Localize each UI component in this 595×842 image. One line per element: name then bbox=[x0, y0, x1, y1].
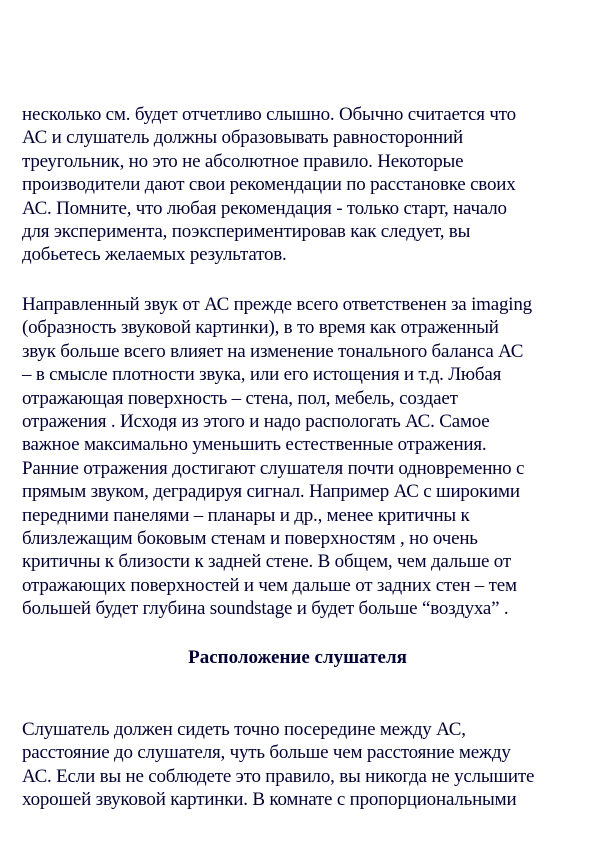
text-line: важное максимально уменьшить естественные отражения. bbox=[22, 434, 487, 456]
text-line: Слушатель должен сидеть точно посередине между АС, bbox=[22, 719, 466, 740]
text-line: отражения . Исходя из этого и надо распологать АС. Самое bbox=[22, 410, 490, 432]
text-line: АС. Помните, что любая рекомендация - только старт, начало bbox=[22, 197, 507, 219]
text-line: звук больше всего влияет на изменение тонального баланса АС bbox=[22, 340, 524, 362]
paragraph-listener-position bbox=[22, 718, 582, 812]
text-line: (образность звуковой картинки), в то время как отраженный bbox=[22, 317, 499, 339]
text-line: АС. Если вы не соблюдете это правило, вы никогда не услышите bbox=[22, 765, 535, 787]
text-line: передними панелями – планары и др., менее критичны к bbox=[22, 504, 470, 526]
text-line: критичны к близости к задней стене. В общем, чем дальше от bbox=[22, 551, 511, 573]
text-line: несколько см. будет отчетливо слышно. Обычно считается что bbox=[22, 104, 516, 125]
text-line: Ранние отражения достигают слушателя почти одновременно с bbox=[22, 457, 525, 479]
text-line: АС и слушатель должны образовывать равносторонний bbox=[22, 127, 463, 149]
text-line: отражающих поверхностей и чем дальше от задних стен – тем bbox=[22, 574, 517, 596]
text-line: хорошей звуковой картинки. В комнате с пропорциональными bbox=[22, 789, 517, 811]
paragraph-speaker-placement bbox=[22, 103, 582, 267]
text-line: – в смысле плотности звука, или его истощения и т.д. Любая bbox=[22, 364, 502, 386]
text-line: для эксперимента, поэкспериментировав как следует, вы bbox=[22, 220, 471, 242]
text-line: большей будет глубина soundstage и будет больше “воздуха” . bbox=[22, 598, 509, 620]
text-line: расстояние до слушателя, чуть больше чем расстояние между bbox=[22, 742, 511, 764]
text-line: производители дают свои рекомендации по расстановке своих bbox=[22, 174, 516, 196]
text-line: треугольник, но это не абсолютное правило. Некоторые bbox=[22, 150, 464, 172]
text-line: отражающая поверхность – стена, пол, мебель, создает bbox=[22, 387, 458, 409]
section-heading: Расположение слушателя bbox=[188, 647, 407, 668]
paragraph-reflections bbox=[22, 293, 582, 620]
text-line: близлежащим боковым стенам и поверхностям , но очень bbox=[22, 527, 478, 549]
text-line: прямым звуком, деградируя сигнал. Например АС с широкими bbox=[22, 481, 520, 503]
text-line: Направленный звук от АС прежде всего ответственен за imaging bbox=[22, 294, 532, 315]
text-line: добьетесь желаемых результатов. bbox=[22, 244, 287, 266]
